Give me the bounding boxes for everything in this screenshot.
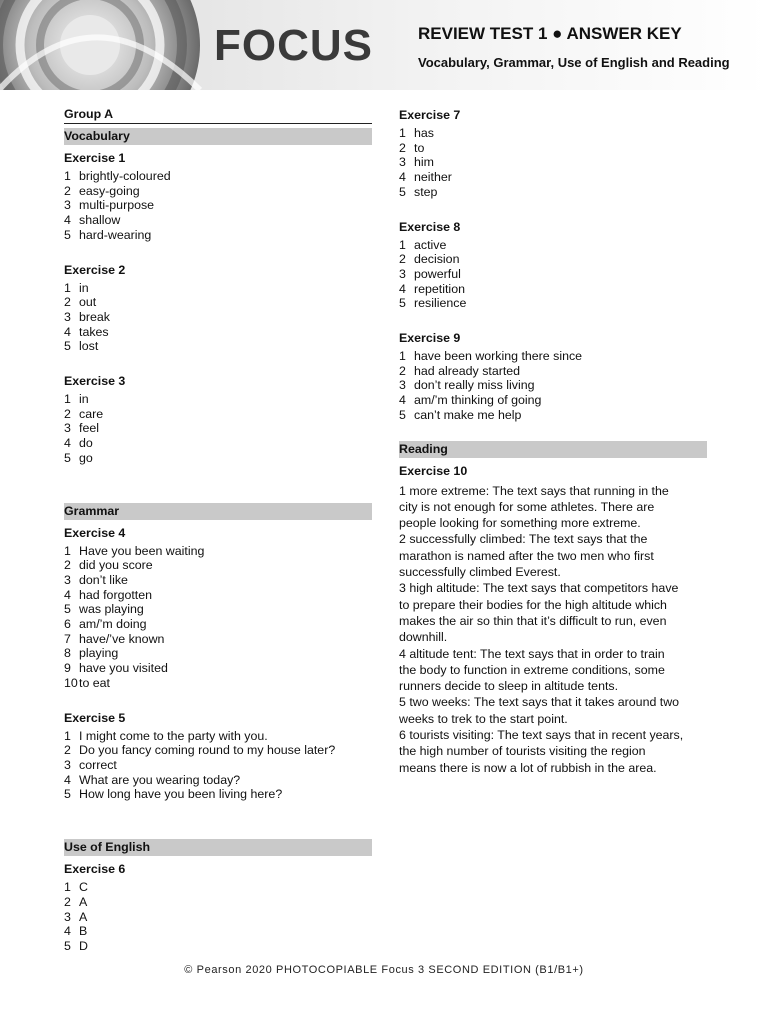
answer-item: 1 in (64, 280, 89, 295)
answer-item: 2 decision (399, 252, 460, 267)
answer-item: 4 repetition (399, 281, 465, 296)
reading-line: people looking for something more extreme. (399, 516, 641, 531)
answer-item: 2 out (64, 295, 97, 310)
reading-line: 4 altitude tent: The text says that in order to train (399, 646, 665, 661)
page-title: REVIEW TEST 1 ● ANSWER KEY (418, 24, 682, 43)
section-grammar: Grammar (64, 503, 372, 520)
answer-item: 5 step (399, 184, 438, 199)
answer-item: 4 What are you wearing today? (64, 772, 241, 787)
group-heading: Group A (64, 100, 372, 124)
answer-item: 5 go (64, 450, 93, 465)
exercise-5-answers (64, 729, 372, 803)
answer-item: 2 did you score (64, 558, 153, 573)
exercise-1-title: Exercise 1 (64, 151, 126, 165)
answer-item: 3 correct (64, 757, 117, 772)
page-header (0, 0, 768, 90)
answer-item: 5 lost (64, 339, 99, 354)
answer-item: 4 do (64, 436, 93, 451)
exercise-5-title: Exercise 5 (64, 710, 126, 725)
exercise-7-title: Exercise 7 (399, 108, 461, 122)
exercise-9-title: Exercise 9 (399, 331, 461, 346)
answer-item: 3 break (64, 309, 110, 324)
exercise-2-answers (64, 281, 372, 355)
exercise-10-answers (399, 483, 707, 776)
answer-item: 2 care (64, 406, 104, 421)
reading-line: 1 more extreme: The text says that running in the (399, 483, 669, 498)
reading-line: successfully climbed Everest. (399, 565, 561, 580)
reading-line: city is not enough for some athletes. There are (399, 499, 655, 514)
answer-item: 1 active (399, 237, 447, 252)
section-vocabulary: Vocabulary (64, 128, 372, 145)
right-column (399, 102, 707, 776)
section-use-of-english: Use of English (64, 839, 372, 856)
answer-item: 4 takes (64, 324, 109, 339)
answer-item: 3 don’t like (64, 572, 128, 587)
answer-item: 3 don’t really miss living (399, 378, 535, 393)
exercise-10-title: Exercise 10 (399, 463, 468, 478)
answer-item: 5 can’t make me help (399, 407, 522, 422)
reading-line: 6 tourists visiting: The text says that in recent years, (399, 728, 684, 742)
exercise-6-answers (64, 880, 372, 954)
left-column (64, 100, 372, 954)
answer-item: 2 A (64, 894, 88, 909)
answer-item: 6 am/’m doing (64, 617, 147, 632)
answer-item: 10to eat (64, 675, 111, 690)
answer-item: 5 How long have you been living here? (64, 787, 283, 802)
exercise-2-title: Exercise 2 (64, 262, 126, 277)
answer-item: 3 multi-purpose (64, 198, 155, 213)
reading-line: means there is now a lot of rubbish in the area. (399, 760, 657, 775)
reading-line: the high number of tourists visiting the region (399, 744, 646, 759)
exercise-3-answers (64, 392, 372, 466)
answer-item: 3 A (64, 909, 88, 924)
answer-item: 7 have/’ve known (64, 631, 165, 646)
reading-line: the body to function in extreme conditions, some (399, 662, 665, 677)
answer-item: 3 feel (64, 421, 99, 436)
reading-line: downhill. (399, 630, 448, 645)
answer-item: 2 to (399, 140, 425, 155)
answer-item: 4 neither (399, 170, 452, 185)
answer-item: 5 hard-wearing (64, 227, 152, 242)
page-footer: © Pearson 2020 PHOTOCOPIABLE Focus 3 SECOND EDITION (B1/B1+) (184, 964, 584, 976)
exercise-3-title: Exercise 3 (64, 374, 126, 389)
exercise-7-answers (399, 126, 707, 200)
answer-item: 2 easy-going (64, 183, 140, 198)
exercise-9-answers (399, 349, 707, 423)
reading-line: 5 two weeks: The text says that it takes around two (399, 695, 680, 710)
exercise-8-title: Exercise 8 (399, 219, 461, 234)
answer-item: 8 playing (64, 646, 119, 661)
exercise-8-answers (399, 238, 707, 312)
answer-item: 9 have you visited (64, 661, 168, 676)
answer-item: 1 Have you been waiting (64, 543, 205, 558)
answer-item: 5 resilience (399, 296, 467, 311)
answer-item: 4 B (64, 924, 88, 939)
answer-item: 5 was playing (64, 602, 144, 617)
answer-item: 2 Do you fancy coming round to my house later? (64, 743, 336, 758)
reading-line: to prepare their bodies for the high altitude which (399, 597, 667, 612)
exercise-1-answers (64, 169, 372, 243)
reading-line: marathon is named after the two men who first (399, 548, 654, 563)
exercise-4-title: Exercise 4 (64, 525, 126, 540)
answer-item: 3 powerful (399, 266, 461, 281)
answer-item: 4 shallow (64, 213, 121, 228)
reading-line: makes the air so thin that it’s difficult to run, even (399, 613, 667, 628)
reading-line: 2 successfully climbed: The text says that the (399, 532, 648, 547)
answer-item: 1 I might come to the party with you. (64, 728, 268, 743)
answer-item: 4 am/’m thinking of going (399, 393, 542, 408)
reading-line: weeks to trek to the start point. (399, 711, 568, 726)
exercise-6-title: Exercise 6 (64, 862, 126, 877)
focus-logo-graphic (0, 0, 210, 90)
answer-item: 1 has (399, 126, 434, 140)
answer-item: 3 him (399, 155, 434, 170)
answer-item: 1 in (64, 392, 89, 407)
answer-item: 2 had already started (399, 363, 521, 378)
focus-logo-text: FOCUS (214, 21, 373, 70)
answer-item: 5 D (64, 938, 88, 953)
reading-line: runners decide to sleep in altitude tents. (399, 679, 619, 694)
page-subtitle: Vocabulary, Grammar, Use of English and Reading (418, 55, 730, 70)
section-reading: Reading (399, 441, 707, 458)
exercise-4-answers (64, 544, 372, 691)
answer-item: 1 C (64, 880, 88, 895)
answer-item: 1 have been working there since (399, 349, 583, 364)
answer-item: 1 brightly-coloured (64, 169, 171, 183)
reading-line: 3 high altitude: The text says that competitors have (399, 581, 679, 596)
answer-item: 4 had forgotten (64, 587, 153, 602)
